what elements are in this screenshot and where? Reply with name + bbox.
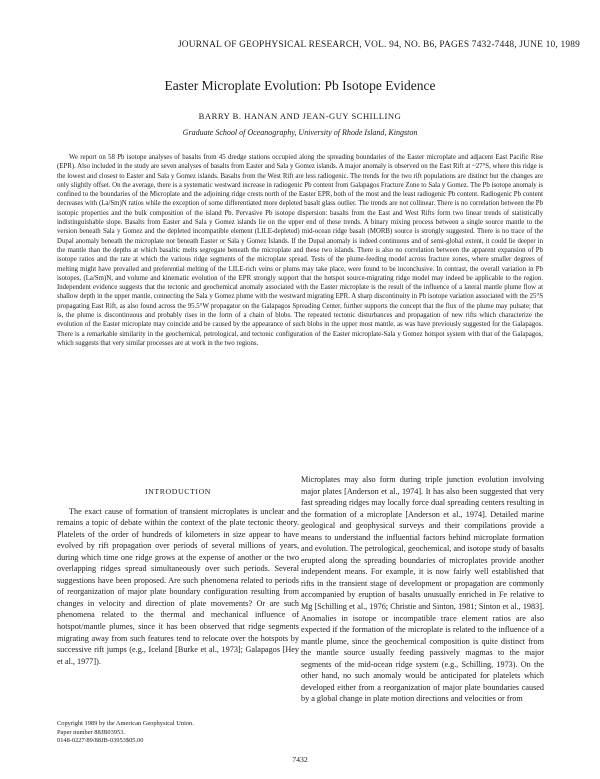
copyright-line: Copyright 1989 by the American Geophysical Union.	[57, 720, 194, 727]
page-number: 7432	[292, 755, 308, 764]
journal-header: JOURNAL OF GEOPHYSICAL RESEARCH, VOL. 94, NO. B6, PAGES 7432-7448, JUNE 10, 1989	[177, 40, 580, 50]
section-heading-introduction: INTRODUCTION	[144, 487, 212, 496]
introduction-paragraph: The exact cause of formation of transient microplates is unclear and remains a topic of debate within the context of the plate tectonic theory. Platelets of the order of hundreds of kilometers in size appear to have evolved by rift propagation over periods of several millions of years, during which time one ridge grows at the expense of another or the two overlapping ridges spread simultaneously over such periods. Several suggestions have been proposed. Are such phenomena related to periods of reorganization of major plate boundary configuration resulting from changes in velocity and direction of plate movements? Or are such phenomena related to the thermal and mechanical influence of hotspot/mantle plumes, since it has been observed that ridge segments migrating away from such features tend to relocate over the hotspots by successive rift jumps (e.g., Iceland [Burke et al., 1973]; Galapagos [Hey et al., 1977]).	[57, 506, 299, 666]
abstract: We report on 58 Pb isotope analyses of basalts from 45 dredge stations occupied along the spreading boundaries of the Easter microplate and adjacent East Pacific Rise (EPR). Also included in the study are seven analyses of basalts from Easter and Sala y Gomez islands. A major anomaly is observed on the East Rift at ~27°S, where this ridge is the lowest and closest to Easter and Sala y Gomez islands. Basalts from the West Rift are less radiogenic. The trends for the two rift populations are distinct but the changes are only slightly offset. On the average, there is a systematic westward increase in radiogenic Pb content from Galapagos Fracture Zone to Sala y Gomez. The Pb isotope anomaly is confined to the boundaries of the Microplate and the adjoining ridge crests north of the Easter EPR, both of the most and the least radiogenic Pb content. Radiogenic Pb content decreases with (La/Sm)N ratios while the exception of some differentiated more depleted basalt glass outlier. The trends are not collinear. There is no correlation between the Pb isotopic properties and the bulk composition of the island Pb. Pervasive Pb isotope dispersion: basalts from the East and West Rifts form two linear trends of statistically indistinguishable slope. Basalts from Easter and Sala y Gomez islands lie on the upper end of these trends. A binary mixing process between a single source mantle to the version beneath Sala y Gomez and the depleted incompatible element (LILE-depleted) mid-ocean ridge basalt (MORB) source is strongly suggested. There is no trace of the Dupal anomaly beneath the microplate nor beneath Easter or Sala y Gomez Islands. If the Dupal anomaly is indeed continuous and of semi-global extent, it could lie deeper in the mantle than the depths at which basaltic melts segregate beneath the microplate and these two islands. There is also no correlation between the apparent expansion of Pb isotope ratios and the rate at which the various ridge segments of the microplate spread. Tests of the plume-feeding model across fracture zones, where smaller degrees of melting might have prevailed and preferential melting of the LILE-rich veins or plums may take place, were found to be inconclusive. In contrast, the overall variation in Pb isotopes, (La/Sm)N, and volume and kinematic evolution of the EPR strongly support that the hotspot source-migrating ridge model may indeed be applicable to the region. Independent evidence suggests that the tectonic and geochemical anomaly associated with the Easter microplate is the result of the influence of a lateral mantle plume flow at shallow depth in the upper mantle, connecting the Sala y Gomez plume with the westward migrating EPR. A sharp discontinuity in Pb isotope variation associated with the 25°S propagating East Rift, as also found across the 95.5°W propagator on the Galapagos Spreading Center, further supports the concept that the flux of the plume may pulsate; that is, the plume is discontinuous and probably rises in the form of a chain of blobs. The repeated tectonic disturbances and propagation of new rifts which characterize the evolution of the Easter microplate may coincide and be caused by the appearance of such blobs in the upper most mantle, as was have previously suggested for the Galapagos. There is a remarkable similarity in the geochemical, petrological, and tectonic configuration of the Easter microplate-Sala y Gomez hotspot system with that of the Galapagos, which suggests that very similar processes are at work in the two regions.	[57, 154, 543, 347]
paper-title: Easter Microplate Evolution: Pb Isotope Evidence	[164, 78, 436, 93]
body-column-left	[57, 486, 299, 667]
body-column-right	[301, 474, 544, 705]
paper-authors: BARRY B. HANAN AND JEAN-GUY SCHILLING	[198, 111, 402, 121]
paper-affiliation: Graduate School of Oceanography, University of Rhode Island, Kingston	[182, 128, 418, 137]
introduction-paragraph-continued: Microplates may also form during triple junction evolution involving major plates [Anderson et al., 1974]. It has also been suggested that very fast spreading ridges may locally force dual spreading centers resulting in the formation of a microplate [Anderson et al., 1974]. Detailed marine geological and geophysical surveys and their compilations provide a means to understand the influential factors behind microplate formation and evolution. The petrological, geochemical, and isotope study of basalts erupted along the spreading boundaries of microplates provide another independent means. For example, it is now fairly well established that rifts in the transient stage of development or propagation are commonly accompanied by eruption of basalts unusually enriched in Fe relative to Mg [Schilling et al., 1976; Christie and Sinton, 1981; Sinton et al., 1983]. Anomalies in isotope or incompatible trace element ratios are also expected if the formation of the microplate is related to the influence of a mantle plume, since the geochemical composition is quite distinct from the mantle source usually feeding passively magmas to the major segments of the mid-ocean ridge system (e.g., Schilling, 1973). On the other hand, no such anomaly would be anticipated for platelets which developed either from a reorganization of major plate boundaries caused by a global change in plate motion directions and velocities or from	[301, 475, 544, 704]
copyright-footnote	[57, 720, 257, 746]
paper-number-line: Paper number 88JB03953.	[57, 728, 125, 736]
paper-code-line: 0148-0227/89/88JB-03953$05.00	[57, 737, 144, 745]
